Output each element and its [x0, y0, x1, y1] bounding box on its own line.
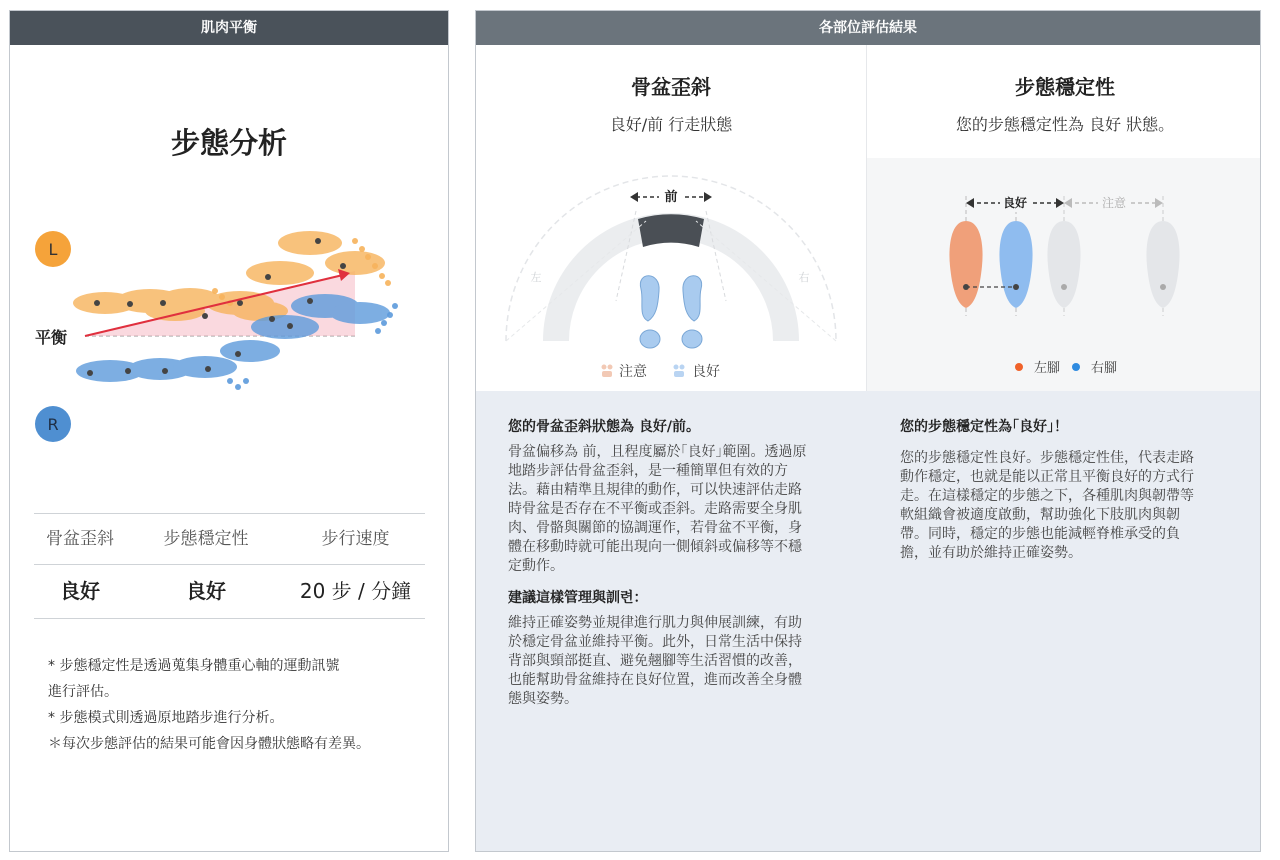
pelvis-legend	[602, 364, 721, 380]
note: * 步態模式則透過原地踏步進行分析。	[48, 710, 284, 726]
desc-line: 法。藉由精準且規律的動作，可以快速評估走路	[508, 482, 802, 498]
desc-line: 於穩定骨盆並維持平衡。此外，日常生活中保持	[508, 634, 802, 650]
svg-text:右腳: 右腳	[1091, 361, 1118, 376]
desc-line: 肉、骨骼與關節的協調運作，若骨盆不平衡，身	[508, 520, 802, 536]
note: ＊每次步態評估的結果可能會因身體狀態略有差異。	[48, 736, 370, 752]
stability-legend	[1015, 361, 1117, 376]
svg-text:注意: 注意	[1101, 196, 1127, 210]
desc-line: 維持正確姿勢並規律進行肌力與伸展訓練，有助	[508, 615, 802, 631]
right-foot-badge	[35, 406, 71, 442]
desc-line: 時骨盆是否存在不平衡或歪斜。走路需要全身肌	[508, 501, 802, 517]
pelvis-gauge	[496, 171, 846, 386]
desc-line: 也能幫助骨盆維持在良好位置，進而改善全身體	[508, 672, 802, 688]
note: 進行評估。	[48, 684, 118, 700]
stability-subtitle: 您的步態穩定性為 良好 狀態。	[955, 115, 1175, 134]
desc-line: 軟組織會被適度啟動，幫助強化下肢肌肉與韌	[900, 507, 1180, 523]
svg-text:前: 前	[664, 190, 678, 205]
desc-line: 體在移動時就可能出現向一側傾斜或偏移等不穩	[508, 539, 802, 555]
gait-analysis-panel	[9, 10, 449, 852]
results-panel	[475, 10, 1261, 852]
stability-desc-title: 您的步態穩定性為｢良好｣！	[900, 419, 1068, 435]
pelvis-subtitle: 良好/前 行走狀態	[609, 115, 733, 134]
pelvis-desc-title: 您的骨盆歪斜狀態為 良好/前。	[508, 419, 700, 435]
svg-text:R: R	[47, 415, 59, 434]
metric-value: 良好	[186, 579, 226, 603]
svg-text:左腳: 左腳	[1034, 361, 1061, 376]
pelvis-title: 骨盆歪斜	[631, 75, 711, 99]
metric-value: 20 步 / 分鐘	[299, 579, 412, 603]
footprint-chart	[10, 191, 450, 481]
balance-label: 平衡	[35, 328, 68, 347]
svg-text:良好: 良好	[1002, 196, 1028, 210]
metric-label: 骨盆歪斜	[46, 529, 114, 549]
footnotes	[48, 653, 428, 757]
desc-line: 走。在這樣穩定的步態之下，各種肌肉與韌帶等	[900, 488, 1194, 504]
svg-text:右: 右	[798, 271, 810, 284]
advice-title: 建議這樣管理與訓련：	[508, 590, 648, 606]
desc-line: 骨盆偏移為 前，且程度屬於｢良好｣範圍。透過原	[508, 444, 807, 460]
stability-graphic	[936, 186, 1196, 376]
page-title: 步態分析	[170, 126, 287, 160]
desc-line: 動作穩定，也就是能以正常且平衡良好的方式行	[900, 469, 1194, 485]
desc-line: 背部與頸部挺直、避免翹腳等生活習慣的改善，	[508, 653, 802, 669]
svg-text:良好: 良好	[692, 364, 720, 380]
panel-header: 肌肉平衡	[10, 11, 448, 45]
svg-text:左: 左	[530, 271, 542, 284]
stability-description	[900, 418, 1245, 563]
svg-text:L: L	[48, 240, 58, 259]
note: * 步態穩定性是透過蒐集身體重心軸的運動訊號	[48, 658, 340, 674]
desc-line: 帶。同時，穩定的步態也能減輕脊椎承受的負	[900, 526, 1180, 542]
desc-line: 態與姿勢。	[508, 691, 578, 707]
desc-line: 您的步態穩定性良好。步態穩定性佳，代表走路	[900, 450, 1194, 466]
metrics-table	[34, 513, 425, 619]
stability-title: 步態穩定性	[1015, 75, 1115, 99]
left-foot-badge	[35, 231, 71, 267]
panel-header: 各部位評估結果	[476, 11, 1260, 45]
desc-line: 擔，並有助於維持正確姿勢。	[900, 545, 1082, 561]
metric-label: 步態穩定性	[163, 529, 249, 549]
pelvis-description	[508, 418, 848, 709]
svg-text:注意: 注意	[619, 364, 647, 380]
metric-value: 良好	[60, 579, 100, 603]
desc-line: 地踏步評估骨盆歪斜，是一種簡單但有效的方	[508, 463, 788, 479]
metric-label: 步行速度	[321, 529, 390, 549]
desc-line: 定動作。	[508, 558, 564, 574]
